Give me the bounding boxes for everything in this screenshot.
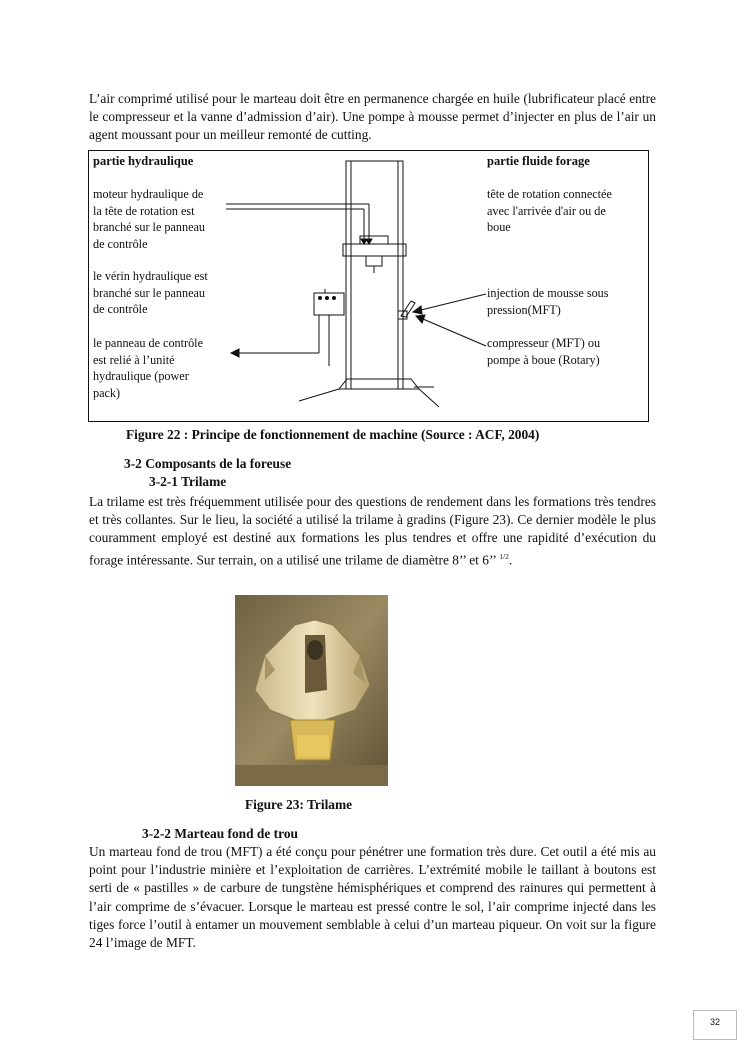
right-item-3: compresseur (MFT) ou pompe à boue (Rotary) [487, 336, 601, 367]
figure-22-caption: Figure 22 : Principe de fonctionnement de machine (Source : ACF, 2004) [126, 427, 540, 442]
trilame-photo [235, 595, 388, 786]
left-item-1: moteur hydraulique de la tête de rotation est branché sur le panneau de contrôle [93, 187, 206, 251]
figure-23-caption: Figure 23: Trilame [245, 797, 353, 812]
mast [346, 161, 403, 389]
left-column-title: partie hydraulique [93, 154, 194, 168]
section-heading-3-2: 3-2 Composants de la foreuse [124, 456, 292, 471]
control-panel [314, 293, 344, 315]
trilame-drill-bit-image [235, 595, 388, 786]
figure-22-diagram [88, 150, 649, 422]
left-item-2: le vérin hydraulique est branché sur le panneau de contrôle [93, 269, 208, 316]
superscript: 1/2 [499, 551, 509, 561]
trilame-paragraph: La trilame est très fréquemment utilisée pour des questions de rendement dans les formations très tendres et très collantes. Sur le lieu, la société a utilisé la trilame à gradins (Figure 23). Ce dernier modèle le plus couramment employé est destiné aux formations les plus tendres et offre une rapidité d’exécution du forage intéressante. Sur terrain, on a utilisé une trilame de diamètre 8’’ et 6’’ $^{1/2}$. [89, 494, 656, 568]
section-heading-3-2-1: 3-2-1 Trilame [149, 474, 227, 489]
intro-paragraph: L’air comprimé utilisé pour le marteau doit être en permanence chargée en huile (lubrificateur placé entre le compresseur et la vanne d’admission d’air). Une pompe à mousse permet d’injecter en plus de l’air un agent moussant pour un meilleur remonté de cutting. [89, 91, 656, 143]
right-column-title: partie fluide forage [487, 154, 590, 168]
page-number: 32 [693, 1010, 737, 1040]
right-item-1: tête de rotation connectée avec l'arrivée d'air ou de boue [487, 187, 612, 234]
marteau-paragraph: Un marteau fond de trou (MFT) a été conçu pour pénétrer une formation très dure. Cet outil a été mis au point pour l’industrie minière et l’exploitation de carrières. L’extrémité mobile le taillant à boutons est serti de « pastilles » de carbure de tungstène hémisphériques et comprend des rainures qui permettent à l’air comprime de s’évacuer. Lorsque le marteau est pressé contre le sol, l’air comprime injecté dans les tiges force l’outil à entamer un mouvement semblable à celui d’un marteau piqueur. On voit sur la figure 24 l’image de MFT. [89, 844, 656, 951]
right-item-2: injection de mousse sous pression(MFT) [487, 286, 609, 317]
rotation-head [343, 244, 406, 256]
section-heading-3-2-2: 3-2-2 Marteau fond de trou [142, 826, 298, 841]
drilling-machine-schematic [89, 151, 648, 421]
left-item-3: le panneau de contrôle est relié à l’unité hydraulique (power pack) [93, 336, 203, 400]
